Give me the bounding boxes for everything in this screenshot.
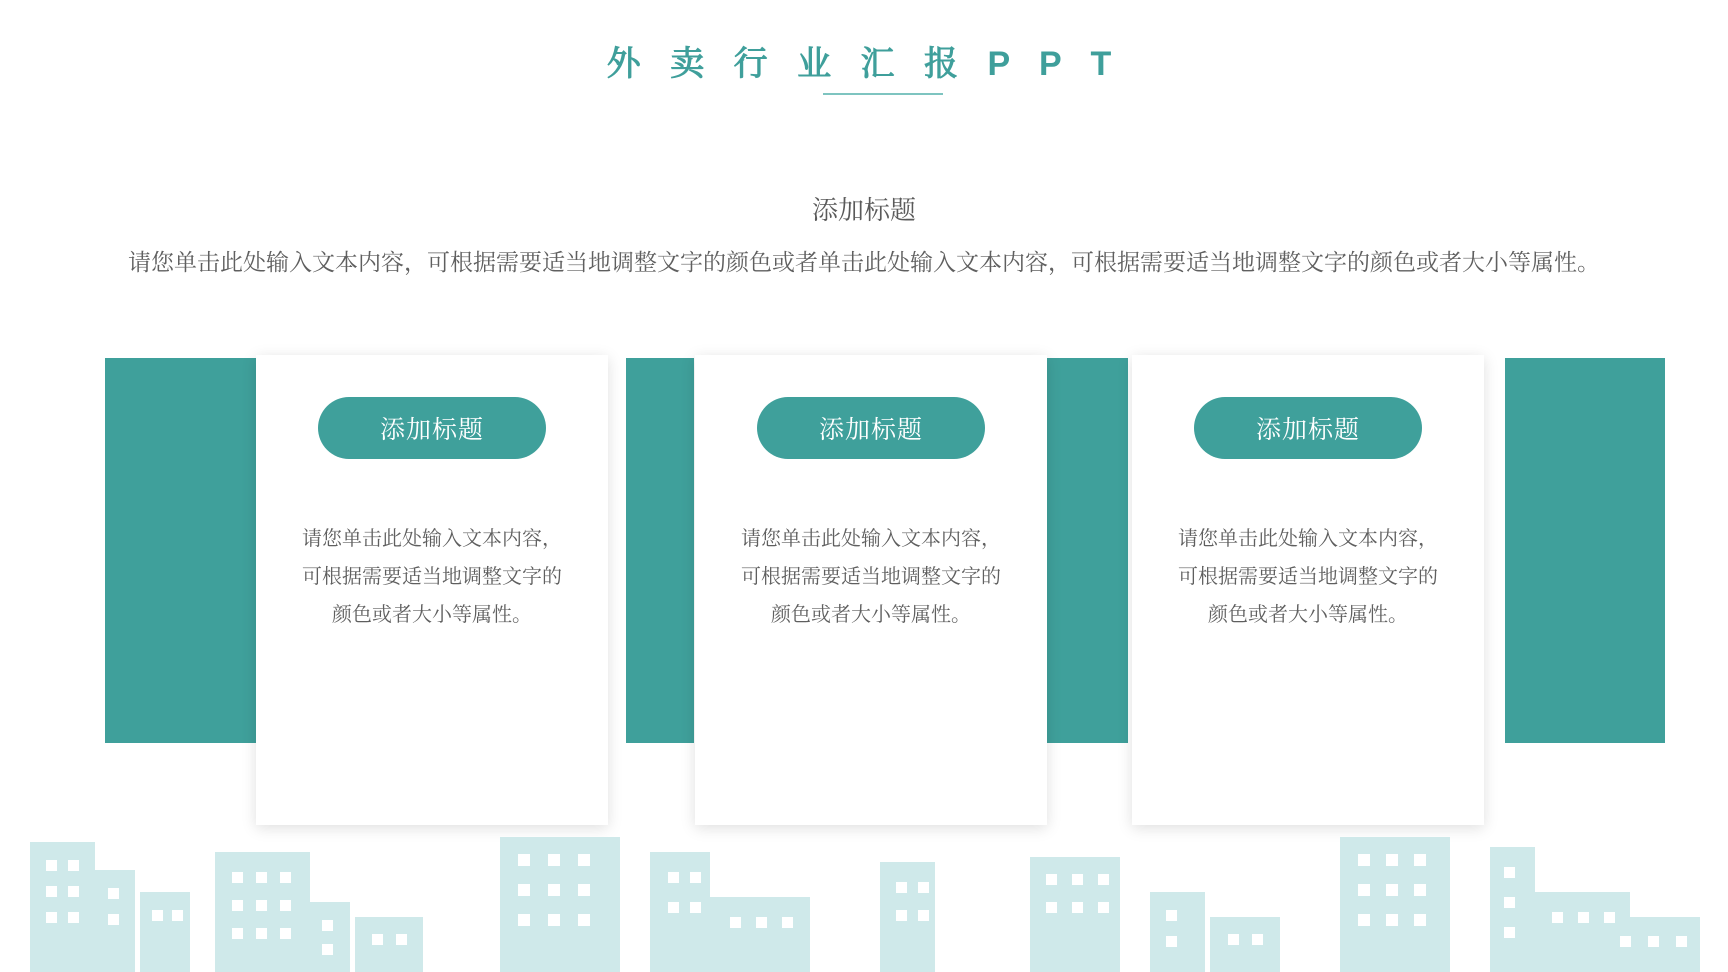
teal-bar-1 [105,358,257,743]
page-title: 外 卖 行 业 汇 报 P P T [606,45,1122,83]
teal-bar-2 [626,358,694,743]
section-headline: 添加标题 [811,195,916,225]
card-body-text: 请您单击此处输入文本内容，可根据需要适当地调整文字的颜色或者大小等属性。 [1178,528,1438,626]
title-underline-divider [823,93,943,95]
teal-bar-4 [1505,358,1665,743]
card-pill-title[interactable]: 添加标题 [318,397,546,459]
section-description: 请您单击此处输入文本内容，可根据需要适当地调整文字的颜色或者单击此处输入文本内容，可根据需要适当地调整文字的颜色或者大小等属性。 [128,249,1600,275]
card-body-text: 请您单击此处输入文本内容，可根据需要适当地调整文字的颜色或者大小等属性。 [741,528,1001,626]
city-skyline-decoration [0,752,1728,972]
card-body-text: 请您单击此处输入文本内容，可根据需要适当地调整文字的颜色或者大小等属性。 [302,528,562,626]
card-pill-title[interactable]: 添加标题 [1194,397,1422,459]
card-pill-title[interactable]: 添加标题 [757,397,985,459]
